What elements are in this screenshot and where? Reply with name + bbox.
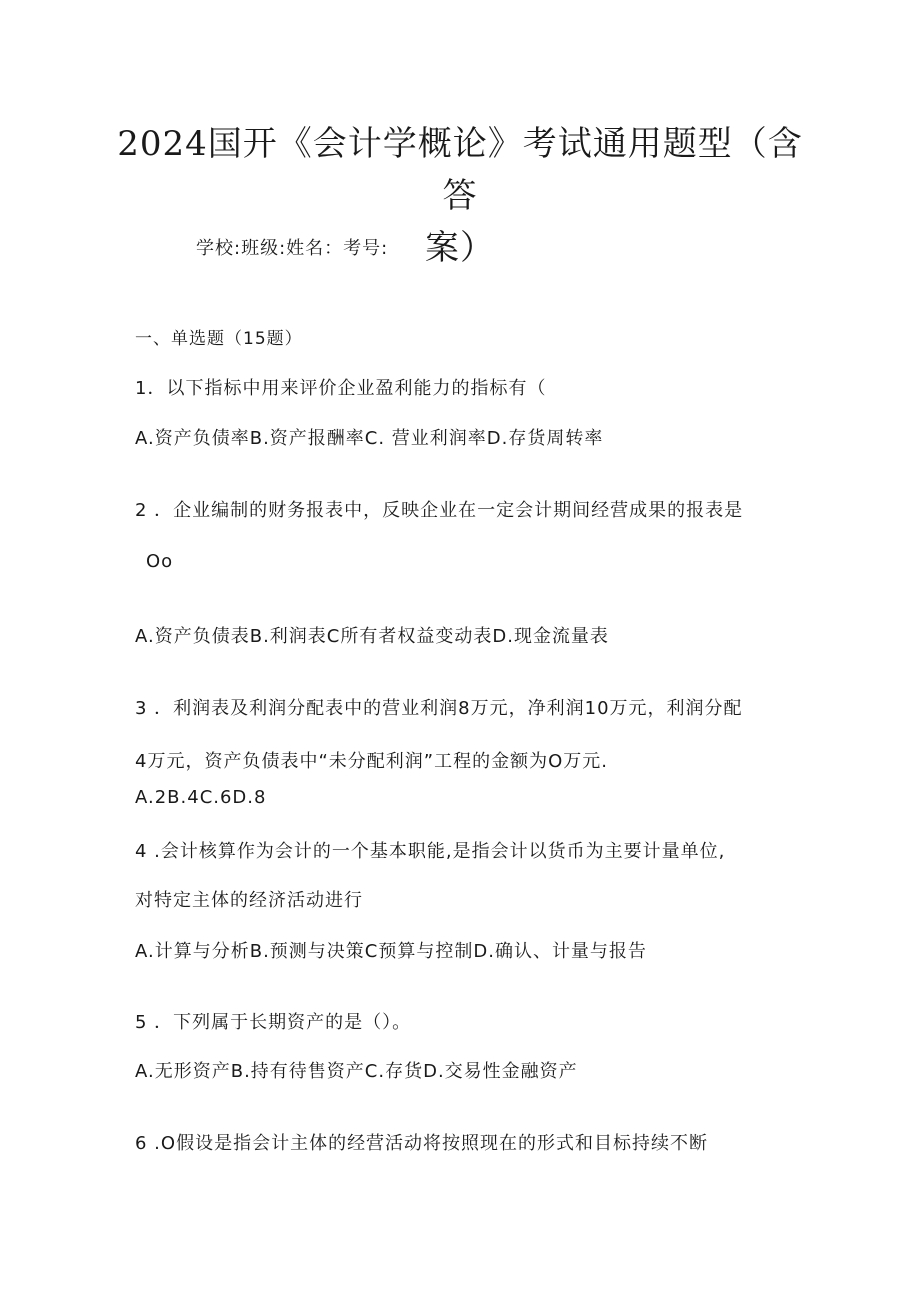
question-1-options: A.资产负债率B.资产报酬率C. 营业利润率D.存货周转率 [135, 428, 604, 449]
question-2-options: A.资产负债表B.利润表C所有者权益变动表D.现金流量表 [135, 626, 609, 647]
question-4-stem-continued: 对特定主体的经济活动进行 [135, 890, 363, 911]
title-line-2: 案） [425, 228, 495, 268]
question-4-stem: 4 .会计核算作为会计的一个基本职能,是指会计以货币为主要计量单位, [135, 841, 726, 862]
question-1-stem: 1．以下指标中用来评价企业盈利能力的指标有（ [135, 378, 547, 399]
student-info-line: 学校:班级:姓名：考号: [196, 238, 389, 259]
question-2-stem-continued: Oo [146, 551, 174, 572]
question-5-options: A.无形资产B.持有待售资产C.存货D.交易性金融资产 [135, 1061, 578, 1082]
question-6-stem: 6 .O假设是指会计主体的经营活动将按照现在的形式和目标持续不断 [135, 1133, 709, 1154]
question-4-options: A.计算与分析B.预测与决策C预算与控制D.确认、计量与报告 [135, 941, 647, 962]
question-3-stem-continued: 4万元，资产负债表中“未分配利润”工程的金额为O万元. [135, 751, 608, 772]
title-line-1: 2024国开《会计学概论》考试通用题型（含答 [117, 124, 803, 216]
section-heading: 一、单选题（15题） [135, 329, 303, 349]
question-5-stem: 5 ．下列属于长期资产的是（）。 [135, 1012, 412, 1033]
question-3-stem: 3 ．利润表及利润分配表中的营业利润8万元，净利润10万元，利润分配 [135, 698, 743, 719]
question-2-stem: 2 ．企业编制的财务报表中，反映企业在一定会计期间经营成果的报表是 [135, 500, 744, 521]
question-3-options: A.2B.4C.6D.8 [135, 787, 267, 808]
